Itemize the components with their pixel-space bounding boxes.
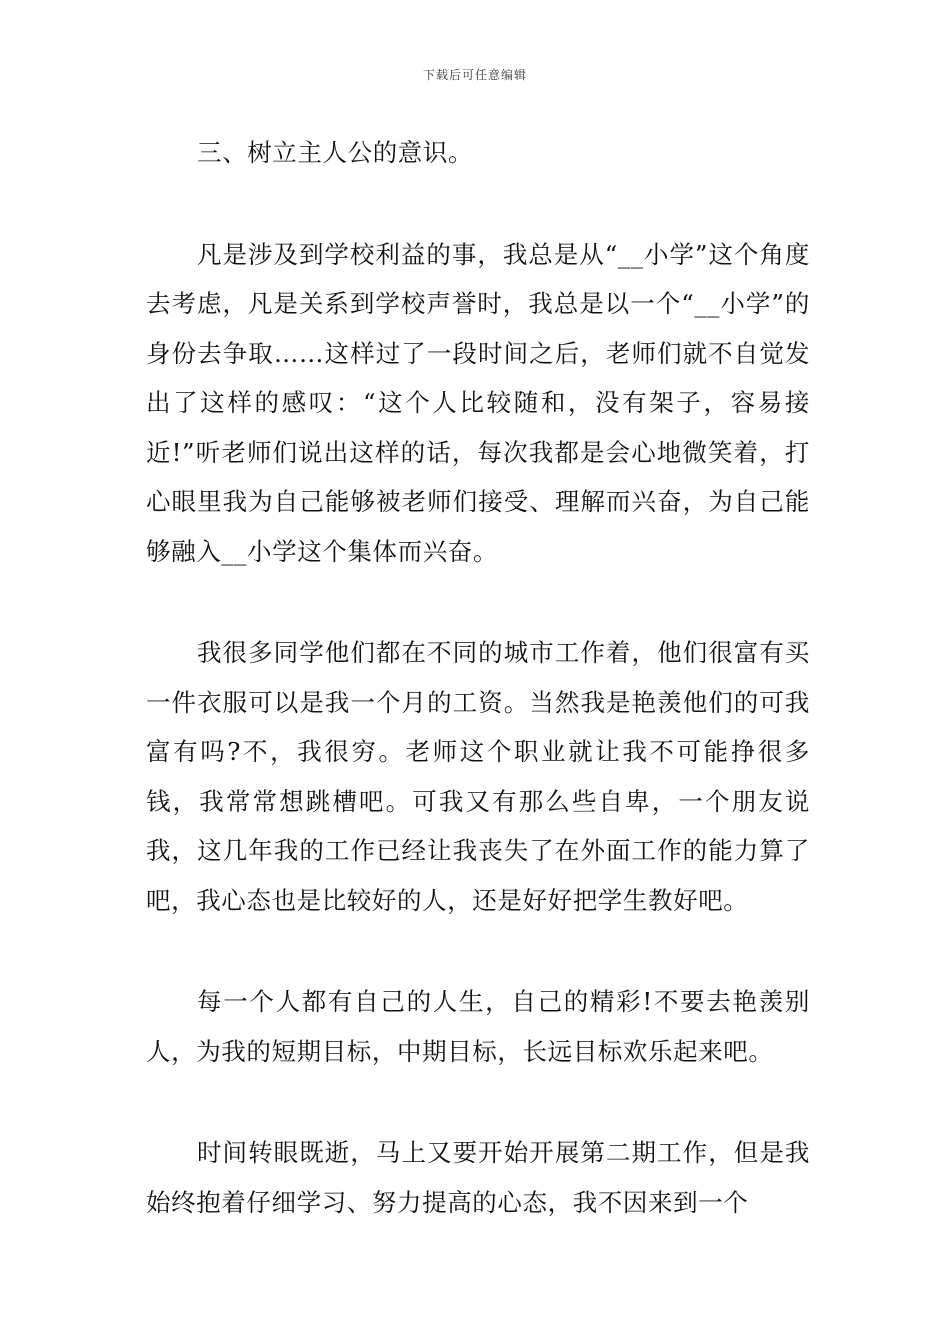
paragraph-4: 时间转眼既逝，马上又要开始开展第二期工作，但是我始终抱着仔细学习、努力提高的心态，我不因来到一个 [146, 1138, 810, 1217]
page-header-note: 下载后可任意编辑 [422, 68, 527, 82]
section-heading: 三、树立主人公的意识。 [197, 138, 474, 167]
document-body [146, 128, 810, 1279]
paragraph-2: 我很多同学他们都在不同的城市工作着，他们很富有买一件衣服可以是我一个月的工资。当然我是艳羡他们的可我富有吗?不，我很穷。老师这个职业就让我不可能挣很多钱，我常常想跳槽吧。可我又有那么些自卑，一个朋友说我，这几年我的工作已经让我丧失了在外面工作的能力算了吧，我心态也是比较好的人，还是好好把学生教好吧。 [146, 638, 810, 915]
paragraph-3: 每一个人都有自己的人生，自己的精彩!不要去艳羡别人，为我的短期目标，中期目标，长远目标欢乐起来吧。 [146, 987, 810, 1066]
paragraph-1: 凡是涉及到学校利益的事，我总是从“__小学”这个角度去考虑，凡是关系到学校声誉时，我总是以一个“__小学”的身份去争取……这样过了一段时间之后，老师们就不自觉发出了这样的感叹：“这个人比较随和，没有架子，容易接近!”听老师们说出这样的话，每次我都是会心地微笑着，打心眼里我为自己能够被老师们接受、理解而兴奋，为自己能够融入__小学这个集体而兴奋。 [146, 239, 810, 566]
